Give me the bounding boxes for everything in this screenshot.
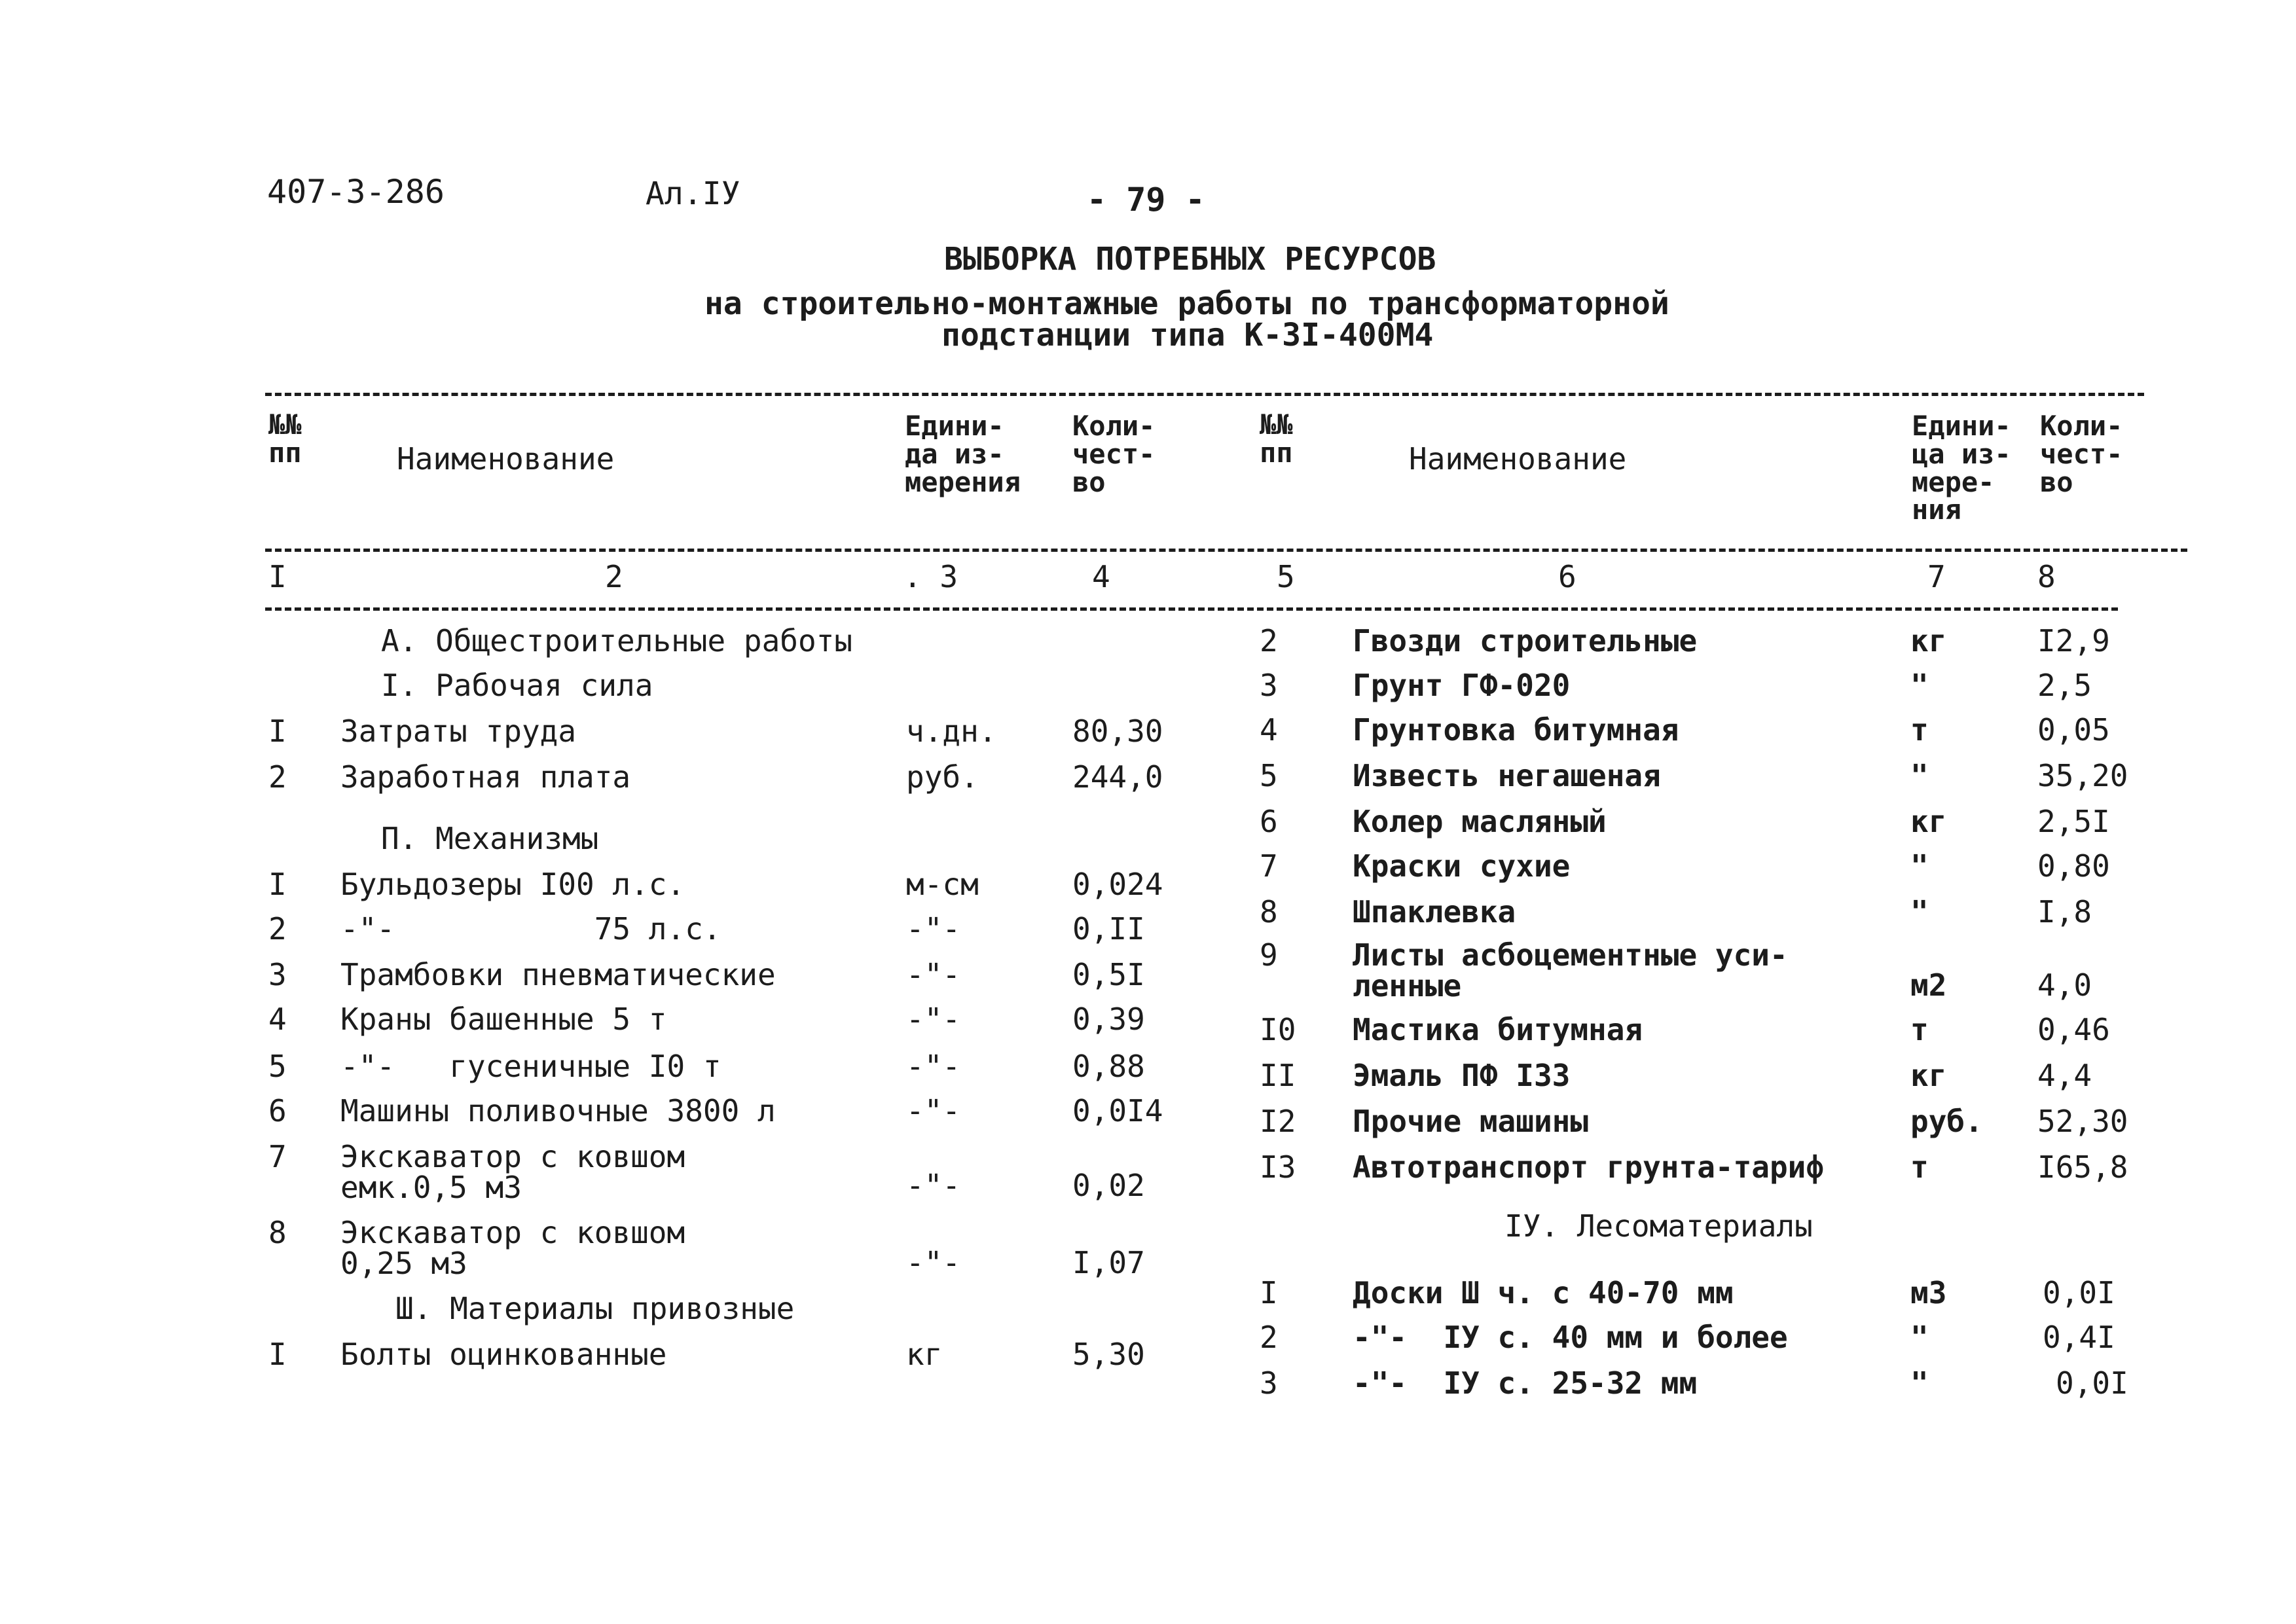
document-subtitle-line1: на строительно-монтажные работы по трансформаторной bbox=[704, 285, 1669, 322]
row-name: Болты оцинкованные bbox=[340, 1337, 667, 1372]
row-number: I bbox=[268, 1337, 287, 1372]
row-quantity: 80,30 bbox=[1072, 713, 1163, 749]
row-number: 6 bbox=[268, 1093, 287, 1128]
row-unit: м-см bbox=[906, 867, 979, 902]
row-name: Эмаль ПФ I33 bbox=[1353, 1058, 1571, 1093]
row-name: Заработная плата bbox=[340, 759, 631, 795]
row-name: Прочие машины bbox=[1353, 1104, 1589, 1139]
row-unit: м2 bbox=[1910, 967, 1947, 1003]
row-name: Колер масляный bbox=[1353, 804, 1607, 839]
header-bottom-rule bbox=[265, 549, 2187, 552]
row-name: Грунт ГФ-020 bbox=[1353, 668, 1571, 703]
row-number: 2 bbox=[268, 759, 287, 795]
album-label: Ал.IУ bbox=[646, 175, 740, 212]
row-number: 4 bbox=[268, 1001, 287, 1037]
row-quantity: 0,II bbox=[1072, 911, 1145, 947]
column-header-name-right: Наименование bbox=[1409, 441, 1627, 477]
column-number: 5 bbox=[1277, 559, 1295, 594]
row-quantity: 0,88 bbox=[1072, 1049, 1145, 1084]
row-unit: кг bbox=[1910, 804, 1947, 839]
row-unit: т bbox=[1910, 1149, 1929, 1185]
row-number: II bbox=[1260, 1058, 1296, 1093]
row-quantity: I,8 bbox=[2037, 894, 2092, 929]
row-quantity: 0,0I bbox=[2043, 1275, 2115, 1310]
row-unit: -"- bbox=[906, 1168, 961, 1203]
section-heading: I. Рабочая сила bbox=[381, 668, 653, 703]
row-quantity: 0,02 bbox=[1072, 1168, 1145, 1203]
row-name: Доски Ш ч. с 40-70 мм bbox=[1353, 1275, 1734, 1310]
page-number: - 79 - bbox=[1087, 181, 1205, 219]
row-unit: руб. bbox=[906, 759, 979, 795]
column-header-name-left: Наименование bbox=[397, 441, 615, 477]
row-name: Краны башенные 5 т bbox=[340, 1001, 667, 1037]
column-header-num-left: №№ пп bbox=[268, 408, 302, 469]
row-name: -"- IУ с. 25-32 мм bbox=[1353, 1365, 1698, 1401]
row-quantity: 0,0I bbox=[2056, 1365, 2128, 1401]
column-number: 8 bbox=[2037, 559, 2056, 594]
row-quantity: 5,30 bbox=[1072, 1337, 1145, 1372]
row-number: 4 bbox=[1260, 712, 1278, 748]
row-name: Мастика битумная bbox=[1353, 1012, 1643, 1047]
row-number: 8 bbox=[268, 1215, 287, 1250]
row-unit: " bbox=[1910, 1365, 1929, 1401]
row-name: Бульдозеры I00 л.с. bbox=[340, 867, 685, 902]
row-quantity: 0,024 bbox=[1072, 867, 1163, 902]
row-number: 5 bbox=[268, 1049, 287, 1084]
table-top-rule bbox=[265, 393, 2144, 396]
row-quantity: 244,0 bbox=[1072, 759, 1163, 795]
row-quantity: I,07 bbox=[1072, 1245, 1145, 1280]
section-heading: IУ. Лесоматериалы bbox=[1504, 1208, 1813, 1244]
row-quantity: I2,9 bbox=[2037, 623, 2110, 659]
row-unit: м3 bbox=[1910, 1275, 1947, 1310]
section-heading: А. Общестроительные работы bbox=[381, 623, 853, 659]
row-name: Известь негашеная bbox=[1353, 758, 1661, 793]
row-unit: " bbox=[1910, 848, 1929, 884]
row-number: I0 bbox=[1260, 1012, 1296, 1047]
row-number: 6 bbox=[1260, 804, 1278, 839]
document-title: ВЫБОРКА ПОТРЕБНЫХ РЕСУРСОВ bbox=[944, 241, 1436, 278]
column-number: I bbox=[268, 559, 287, 594]
column-header-unit-right: Едини- ца из- мере- ния bbox=[1912, 410, 2011, 526]
row-name: -"- IУ с. 40 мм и более bbox=[1353, 1320, 1788, 1355]
row-quantity: 0,4I bbox=[2043, 1320, 2115, 1355]
row-unit: руб. bbox=[1910, 1104, 1983, 1139]
row-unit: т bbox=[1910, 1012, 1929, 1047]
row-number: 8 bbox=[1260, 894, 1278, 929]
row-unit: -"- bbox=[906, 1245, 961, 1280]
column-number: 7 bbox=[1927, 559, 1946, 594]
row-name: Гвозди строительные bbox=[1353, 623, 1698, 659]
row-name: Автотранспорт грунта-тариф bbox=[1353, 1149, 1825, 1185]
row-unit: кг bbox=[1910, 623, 1947, 659]
column-numbers-rule bbox=[265, 607, 2118, 611]
row-number: 9 bbox=[1260, 937, 1278, 973]
row-unit: кг bbox=[1910, 1058, 1947, 1093]
column-header-unit-left: Едини- да из- мерения bbox=[905, 410, 1021, 498]
row-number: 3 bbox=[1260, 668, 1278, 703]
row-number: 2 bbox=[1260, 1320, 1278, 1355]
row-unit: -"- bbox=[906, 1001, 961, 1037]
column-number: 2 bbox=[605, 559, 623, 594]
document-code: 407-3-286 bbox=[267, 173, 445, 211]
row-name: -"- гусеничные I0 т bbox=[340, 1049, 721, 1084]
row-number: 5 bbox=[1260, 758, 1278, 793]
row-quantity: 4,0 bbox=[2037, 967, 2092, 1003]
row-quantity: 0,05 bbox=[2037, 712, 2110, 748]
row-quantity: 2,5 bbox=[2037, 668, 2092, 703]
row-name: Трамбовки пневматические bbox=[340, 957, 776, 992]
row-quantity: 0,80 bbox=[2037, 848, 2110, 884]
row-unit: -"- bbox=[906, 911, 961, 947]
row-quantity: 0,46 bbox=[2037, 1012, 2110, 1047]
section-heading: П. Механизмы bbox=[381, 821, 599, 856]
row-name: Экскаватор с ковшом 0,25 м3 bbox=[340, 1215, 685, 1281]
row-unit: " bbox=[1910, 1320, 1929, 1355]
row-number: I bbox=[268, 867, 287, 902]
row-quantity: 0,5I bbox=[1072, 957, 1145, 992]
row-quantity: 2,5I bbox=[2037, 804, 2110, 839]
row-unit: -"- bbox=[906, 1093, 961, 1128]
document-subtitle-line2: подстанции типа К-3I-400М4 bbox=[941, 317, 1434, 353]
row-name: Краски сухие bbox=[1353, 848, 1571, 884]
row-number: I2 bbox=[1260, 1104, 1296, 1139]
row-number: 2 bbox=[1260, 623, 1278, 659]
row-unit: ч.дн. bbox=[906, 713, 997, 749]
row-number: I bbox=[1260, 1275, 1278, 1310]
row-number: 2 bbox=[268, 911, 287, 947]
row-name: Грунтовка битумная bbox=[1353, 712, 1679, 748]
row-unit: " bbox=[1910, 758, 1929, 793]
row-quantity: 0,0I4 bbox=[1072, 1093, 1163, 1128]
row-name: Машины поливочные 3800 л bbox=[340, 1093, 776, 1128]
row-number: 3 bbox=[268, 957, 287, 992]
row-name: -"- 75 л.с. bbox=[340, 911, 721, 947]
column-header-qty-left: Коли- чест- во bbox=[1072, 410, 1156, 498]
row-name: Листы асбоцементные уси- ленные bbox=[1353, 937, 1788, 1003]
row-number: 7 bbox=[1260, 848, 1278, 884]
row-unit: " bbox=[1910, 668, 1929, 703]
row-unit: -"- bbox=[906, 1049, 961, 1084]
row-quantity: 0,39 bbox=[1072, 1001, 1145, 1037]
section-heading: Ш. Материалы привозные bbox=[395, 1291, 795, 1326]
row-unit: " bbox=[1910, 894, 1929, 929]
column-number: 6 bbox=[1558, 559, 1576, 594]
column-header-num-right: №№ пп bbox=[1260, 408, 1293, 469]
row-name: Шпаклевка bbox=[1353, 894, 1516, 929]
row-unit: кг bbox=[906, 1337, 943, 1372]
row-number: I bbox=[268, 713, 287, 749]
row-quantity: 35,20 bbox=[2037, 758, 2128, 793]
row-quantity: I65,8 bbox=[2037, 1149, 2128, 1185]
row-quantity: 52,30 bbox=[2037, 1104, 2128, 1139]
column-number: 4 bbox=[1092, 559, 1110, 594]
row-unit: -"- bbox=[906, 957, 961, 992]
column-number: . 3 bbox=[903, 559, 958, 594]
row-quantity: 4,4 bbox=[2037, 1058, 2092, 1093]
row-unit: т bbox=[1910, 712, 1929, 748]
column-header-qty-right: Коли- чест- во bbox=[2040, 410, 2123, 498]
row-name: Экскаватор с ковшом емк.0,5 м3 bbox=[340, 1139, 685, 1205]
row-number: 3 bbox=[1260, 1365, 1278, 1401]
row-number: 7 bbox=[268, 1139, 287, 1174]
row-name: Затраты труда bbox=[340, 713, 577, 749]
row-number: I3 bbox=[1260, 1149, 1296, 1185]
